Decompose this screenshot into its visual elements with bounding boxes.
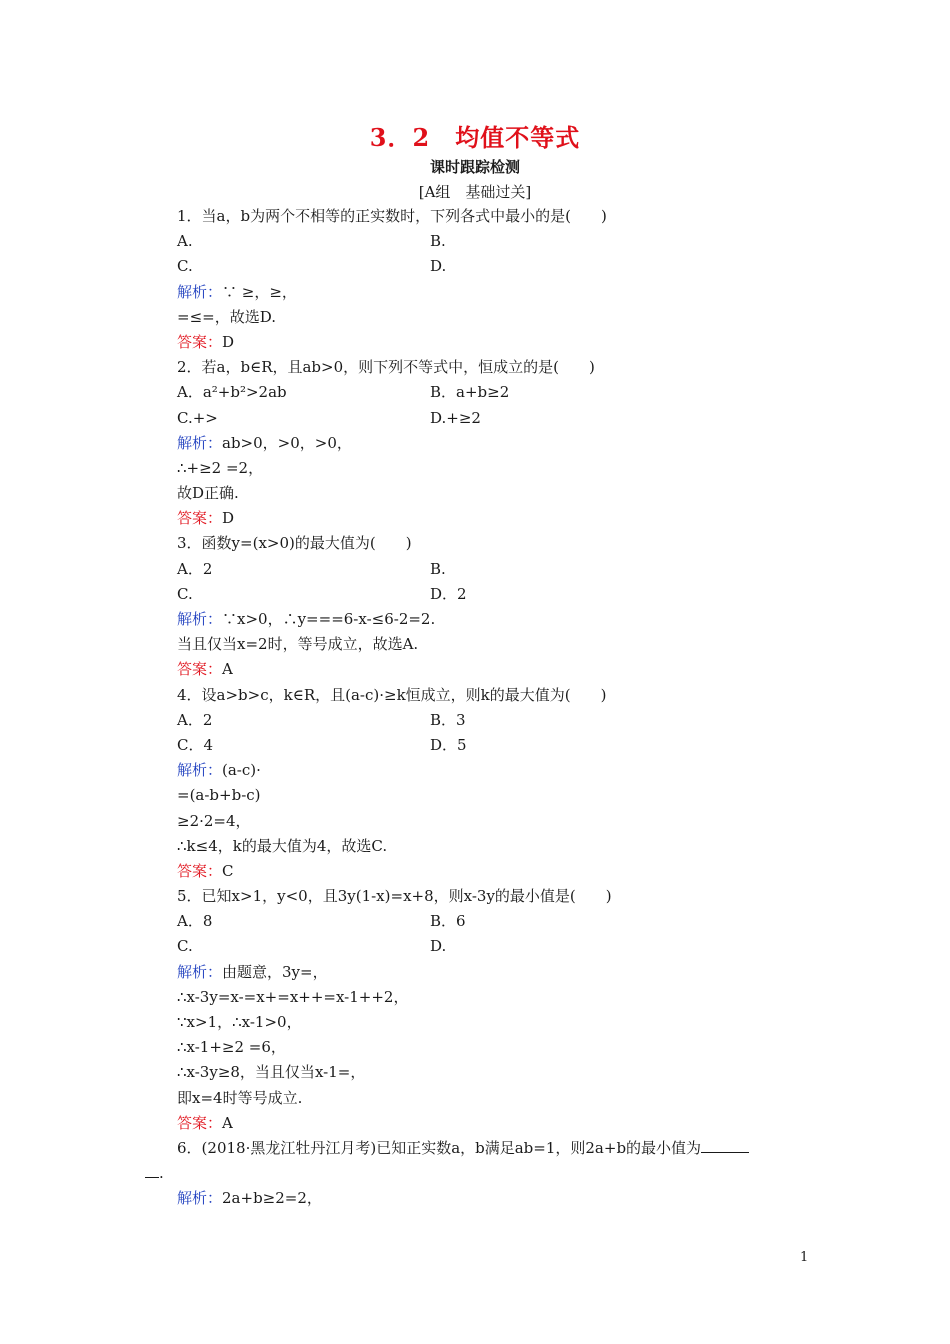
analysis-text: ∵ ≥，≥，: [222, 282, 297, 301]
analysis-text: 由题意，3y=，: [222, 962, 328, 981]
answer-blank: [145, 1163, 159, 1178]
analysis-line: ∵x>1，∴x-1>0，: [177, 1013, 302, 1031]
analysis-line: ∴x-3y=x-=x+=x++=x-1++2，: [177, 987, 409, 1006]
option-a: A．8: [177, 912, 213, 931]
question-stem: 1．当a，b为两个不相等的正实数时，下列各式中最小的是( ): [177, 207, 607, 225]
section-subtitle: 课时跟踪检测: [429, 158, 520, 176]
option-d: D．2: [430, 584, 467, 603]
option-c: C．4: [177, 735, 214, 754]
answer-value: D: [222, 509, 235, 528]
option-b: B．a+b≥2: [430, 383, 510, 402]
option-b: B.: [430, 232, 446, 251]
analysis-line: 即x=4时等号成立.: [177, 1088, 303, 1107]
option-d: D.+≥2: [430, 408, 481, 427]
option-a: A．2: [177, 710, 213, 729]
answer-label: 答案：: [177, 1113, 223, 1132]
analysis-label: 解析：: [177, 610, 223, 628]
option-b: B.: [430, 559, 446, 578]
analysis-text: 2a+b≥2=2，: [222, 1189, 322, 1208]
option-c: C.: [177, 257, 193, 276]
analysis-line: ∴+≥2 =2，: [177, 458, 264, 477]
question-stem: 5．已知x>1，y<0，且3y(1-x)=x+8，则x-3y的最小值是( ): [177, 887, 612, 906]
page-number: 1: [800, 1250, 809, 1265]
analysis-text: ab>0，>0，>0，: [222, 433, 352, 452]
analysis-line: ∴x-1+≥2 =6，: [177, 1038, 286, 1057]
options-row: [177, 557, 817, 582]
answer-line: [177, 657, 817, 682]
answer-value: C: [222, 861, 234, 880]
answer-value: A: [222, 1113, 233, 1132]
options-row: [177, 708, 817, 733]
option-a: A.: [177, 232, 193, 251]
question-stem-text: 6．(2018·黑龙江牡丹江月考)已知正实数a，b满足ab=1，则2a+b的最小值为: [177, 1138, 702, 1157]
option-c: C.+>: [177, 408, 218, 427]
options-row: [177, 229, 817, 254]
answer-label: 答案：: [177, 332, 223, 351]
analysis-line: [177, 960, 817, 985]
options-row: [177, 582, 817, 607]
analysis-line: [177, 758, 817, 783]
answer-label: 答案：: [177, 861, 223, 880]
analysis-text: ∵x>0，∴y===6-x-≤6-2=2.: [222, 610, 436, 628]
analysis-label: 解析：: [177, 1189, 223, 1208]
question-stem-continuation: [145, 1161, 817, 1186]
options-row: [177, 254, 817, 279]
option-b: B．3: [430, 710, 466, 729]
answer-label: 答案：: [177, 509, 223, 528]
answer-line: [177, 506, 817, 531]
answer-value: A: [222, 660, 233, 679]
analysis-line: 当且仅当x=2时，等号成立，故选A.: [177, 635, 419, 654]
analysis-label: 解析：: [177, 433, 223, 452]
analysis-line: [177, 607, 817, 632]
option-d: D.: [430, 257, 447, 276]
question-stem: 2．若a，b∈R，且ab>0，则下列不等式中，恒成立的是( ): [177, 358, 595, 377]
option-c: C.: [177, 584, 193, 603]
stem-end: .: [159, 1164, 164, 1183]
analysis-line: =(a-b+b-c): [177, 786, 261, 805]
analysis-line: 故D正确.: [177, 484, 239, 503]
analysis-line: [177, 280, 817, 305]
answer-value: D: [222, 332, 235, 351]
question-stem: [177, 1136, 817, 1161]
question-stem: 3．函数y=(x>0)的最大值为( ): [177, 534, 412, 553]
analysis-line: [177, 1186, 817, 1211]
options-row: [177, 733, 817, 758]
question-stem: 4．设a>b>c，k∈R，且(a-c)·≥k恒成立，则k的最大值为( ): [177, 685, 607, 704]
options-row: [177, 934, 817, 959]
questions-body: [159, 204, 817, 1212]
option-d: D.: [430, 937, 447, 956]
option-a: A．2: [177, 559, 213, 578]
analysis-line: =≤=，故选D.: [177, 307, 276, 326]
answer-line: [177, 1111, 817, 1136]
analysis-label: 解析：: [177, 282, 223, 301]
analysis-text: (a-c)·: [222, 761, 261, 780]
answer-blank: [701, 1138, 749, 1153]
option-d: D．5: [430, 735, 467, 754]
answer-line: [177, 330, 817, 355]
analysis-line: ∴x-3y≥8，当且仅当x-1=，: [177, 1063, 366, 1082]
options-row: [177, 406, 817, 431]
analysis-line: ≥2·2=4，: [177, 811, 251, 830]
options-row: [177, 380, 817, 405]
analysis-line: [177, 431, 817, 456]
answer-label: 答案：: [177, 660, 223, 679]
options-row: [177, 909, 817, 934]
analysis-label: 解析：: [177, 962, 223, 981]
option-b: B．6: [430, 912, 466, 931]
option-c: C.: [177, 937, 193, 956]
analysis-line: ∴k≤4，k的最大值为4，故选C.: [177, 836, 388, 855]
answer-line: [177, 859, 817, 884]
analysis-label: 解析：: [177, 761, 223, 780]
page-title: 3．2 均值不等式: [369, 123, 581, 152]
option-a: A．a²+b²>2ab: [177, 383, 287, 402]
group-heading: [A组 基础过关]: [418, 183, 532, 201]
